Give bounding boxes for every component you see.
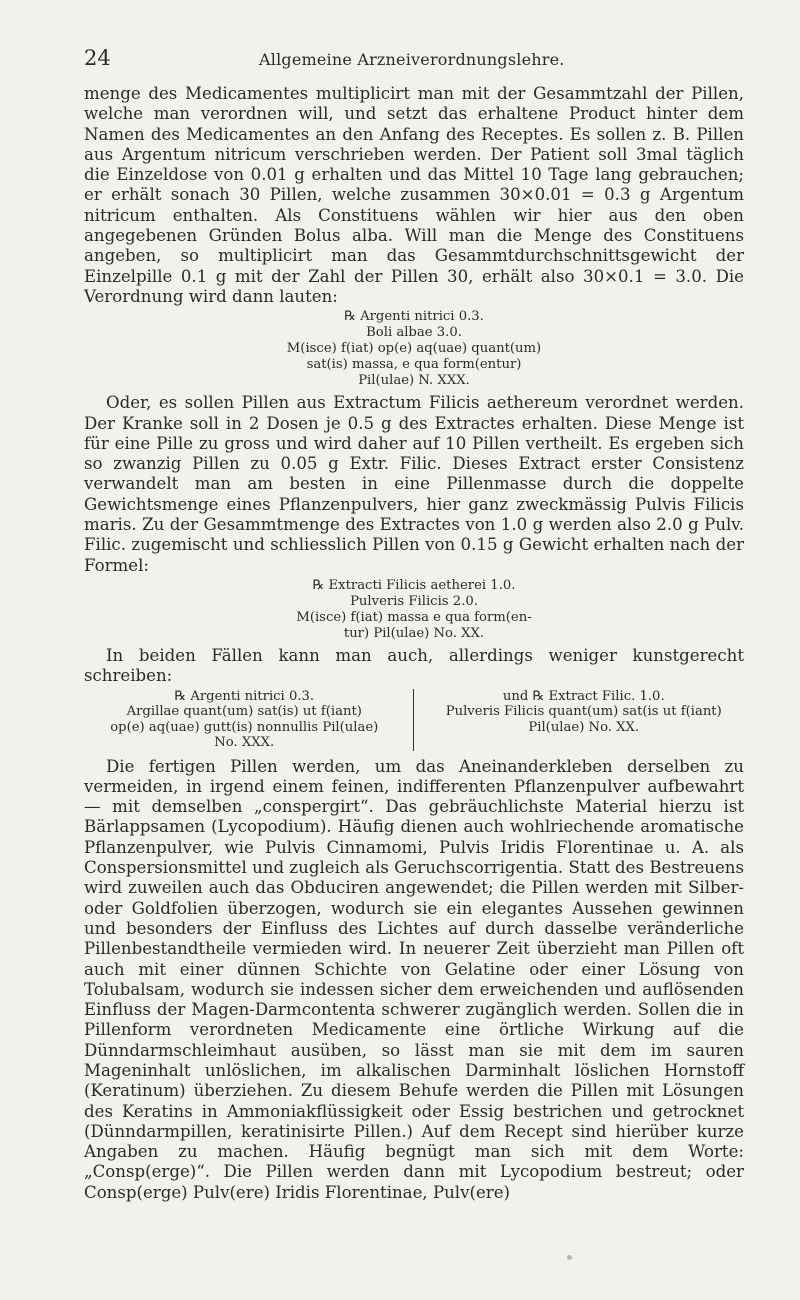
prescription-line: Pil(ulae) N. XXX. — [358, 373, 470, 389]
paragraph-3: In beiden Fällen kann man auch, allerdings weniger kunstgerecht schreiben: — [84, 645, 744, 686]
prescription-line: ℞ Argenti nitrici 0.3. — [344, 309, 484, 325]
prescription-right — [414, 689, 745, 751]
prescription-line: tur) Pil(ulae) No. XX. — [343, 625, 485, 641]
page-header — [84, 46, 744, 74]
paragraph-4: Die fertigen Pillen werden, um das Aneinanderkleben derselben zu vermeiden, in irgend einem feinen, indifferenten Pflanzenpulver aufbewahrt — mit demselben „conspergirt“. Das gebräuchlichste Material hierzu ist Bärlappsamen (Lycopodium). Häufig dienen auch wohlriechende aromatische Pflanzenpulver, wie Pulvis Cinnamomi, Pulvis Iridis Florentinae u. A. als Conspersionsmittel und zugleich als Geruchscorrigentia. Statt des Bestreuens wird zuweilen auch das Obduciren angewendet; die Pillen werden mit Silber- oder Goldfolien überzogen, wodurch sie ein elegantes Aussehen gewinnen und besonders der Einfluss des Lichtes auf durch dasselbe veränderliche Pillenbestandtheile vermieden wird. In neuerer Zeit überzieht man Pillen oft auch mit einer dünnen Schichte von Gelatine oder einer Lösung von Tolubalsam, wodurch sie indessen sicher dem erweichenden und auflösenden Einfluss der Magen-Darmcontenta schwerer zugänglich werden. Sollen die in Pillenform verordneten Medicamente eine örtliche Wirkung auf die Dünndarmschleimhaut ausüben, so lässt man sie mit dem im sauren Mageninhalt unlöslichen, im alkalischen Darminhalt löslichen Hornstoff (Keratinum) überziehen. Zu diesem Behufe werden die Pillen mit Lösungen des Keratins in Ammoniakflüssigkeit oder Essig bestrichen und getrocknet (Dünndarmpillen, keratinisirte Pillen.) Auf dem Recept sind hierüber kurze Angaben zu machen. Häufig begnügt man sich mit dem Worte: „Consp(erge)“. Die Pillen werden dann mit Lycopodium bestreut; oder Consp(erge) Pulv(ere) Iridis Florentinae, Pulv(ere) — [84, 756, 744, 1202]
page-body — [84, 84, 744, 1203]
prescription-left — [84, 689, 414, 751]
page-number: 24 — [84, 46, 111, 70]
prescription-line: Boli albae 3.0. — [366, 325, 462, 341]
paper-speck — [567, 1255, 572, 1260]
prescription-line: Pulveris Filicis quant(um) sat(is ut f(iant) — [445, 704, 722, 720]
prescription-line: M(isce) f(iat) op(e) aq(uae) quant(um) — [286, 341, 542, 357]
prescription-1 — [84, 309, 744, 389]
prescription-line: Pulveris Filicis 2.0. — [350, 593, 478, 609]
prescription-line: ℞ Extracti Filicis aetherei 1.0. — [312, 577, 516, 593]
prescription-line: op(e) aq(uae) gutt(is) nonnullis Pil(ulae) — [110, 719, 379, 735]
paragraph-2: Oder, es sollen Pillen aus Extractum Filicis aethereum verordnet werden. Der Kranke soll in 2 Dosen je 0.5 g des Extractes erhalten. Diese Menge ist für eine Pille zu gross und wird daher auf 10 Pillen vertheilt. Es ergeben sich so zwanzig Pillen zu 0.05 g Extr. Filic. Dieses Extract erster Consistenz verwandelt man am besten in eine Pillenmasse durch die doppelte Gewichtsmenge eines Pflanzenpulvers, hier ganz zweckmässig Pulvis Filicis maris. Zu der Gesammtmenge des Extractes von 1.0 g werden also 2.0 g Pulv. Filic. zugemischt und schliesslich Pillen von 0.15 g Gewicht erhalten nach der Formel: — [84, 393, 744, 575]
prescription-line: M(isce) f(iat) massa e qua form(en- — [296, 609, 532, 625]
running-title: Allgemeine Arzneiverordnungslehre. — [259, 50, 565, 69]
prescription-line: sat(is) massa, e qua form(entur) — [306, 357, 522, 373]
prescription-2 — [84, 578, 744, 642]
prescription-line: Pil(ulae) No. XX. — [528, 719, 640, 735]
paragraph-1: menge des Medicamentes multiplicirt man mit der Gesammtzahl der Pillen, welche man verordnen will, und setzt das erhaltene Product hinter dem Namen des Medicamentes an den Anfang des Receptes. Es sollen z. B. Pillen aus Argentum nitricum verschrieben werden. Der Patient soll 3mal täglich die Einzeldose von 0.01 g erhalten und das Mittel 10 Tage lang gebrauchen; er erhält sonach 30 Pillen, welche zusammen 30×0.01 = 0.3 g Argentum nitricum enthalten. Als Constituens wählen wir hier aus den oben angegebenen Gründen Bolus alba. Will man die Menge des Constituens angeben, so multiplicirt man das Gesammtdurchschnittsgewicht der Einzelpille 0.1 g mit der Zahl der Pillen 30, erhält also 30×0.1 = 3.0. Die Verordnung wird dann lauten: — [84, 84, 744, 306]
prescription-line: und ℞ Extract Filic. 1.0. — [502, 688, 665, 704]
prescription-line: No. XXX. — [214, 735, 275, 751]
prescription-line: Argillae quant(um) sat(is) ut f(iant) — [126, 704, 362, 720]
prescription-pair — [84, 689, 744, 751]
prescription-line: ℞ Argenti nitrici 0.3. — [174, 688, 315, 704]
